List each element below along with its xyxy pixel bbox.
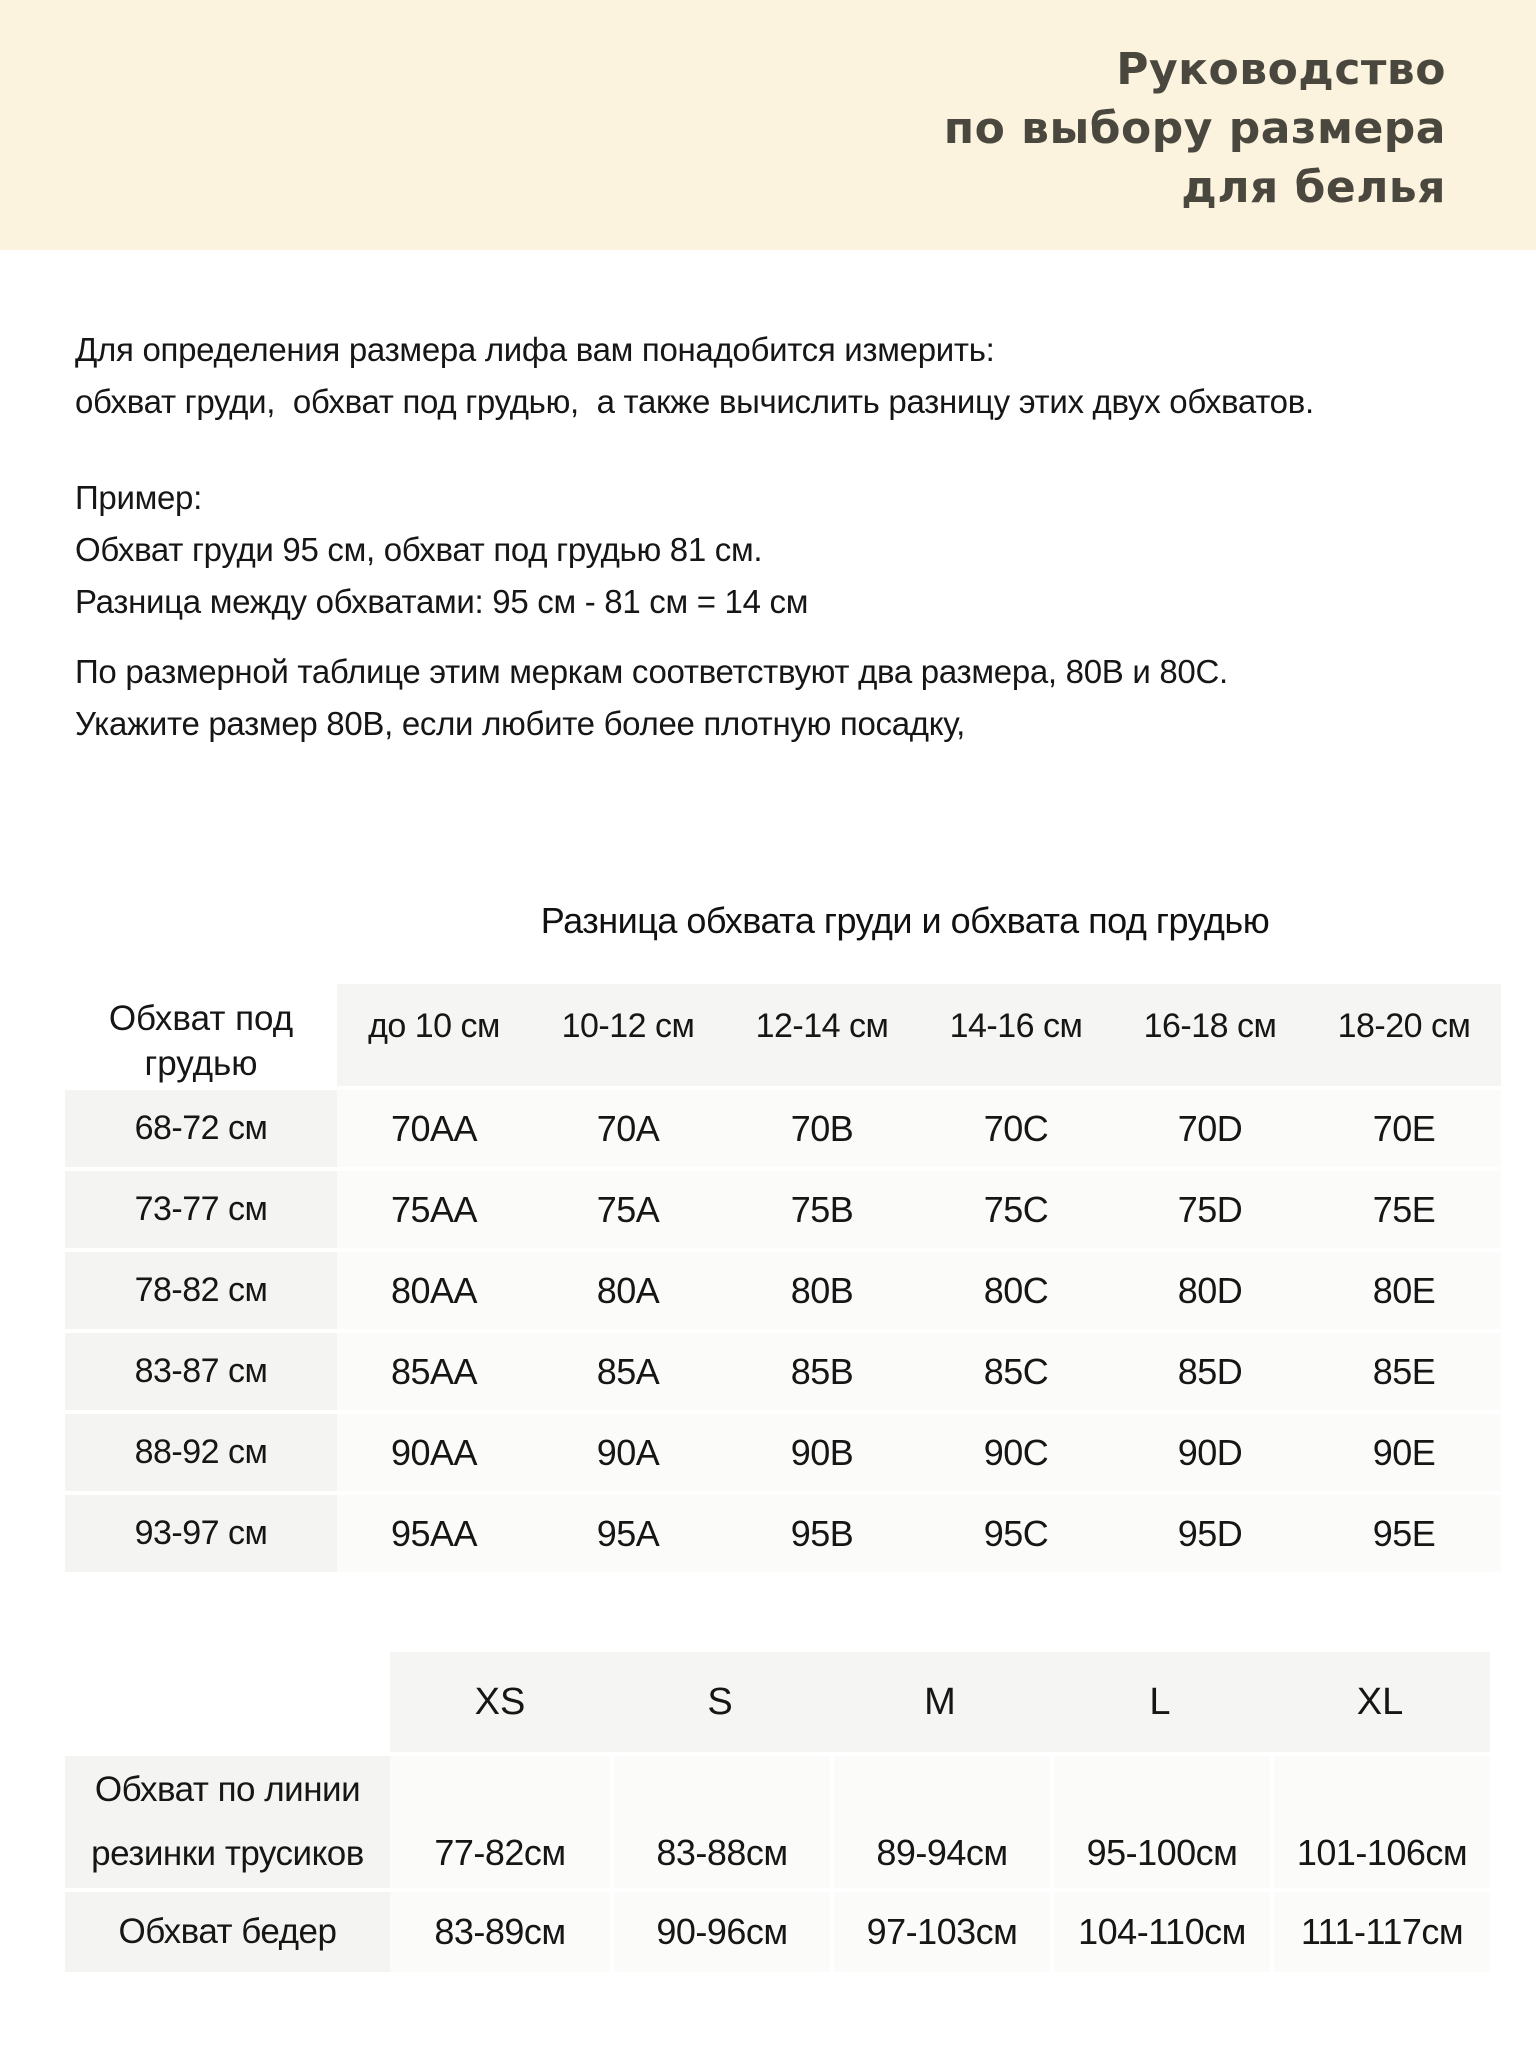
band-label: 88-92 см <box>65 1414 337 1491</box>
size-cell: 95AA <box>337 1495 531 1572</box>
column-header: 14-16 см <box>919 984 1113 1086</box>
panty-column-header: S <box>610 1652 830 1752</box>
row-label-line: Обхват по линии <box>94 1770 361 1809</box>
panty-column-header: XL <box>1270 1652 1490 1752</box>
corner-label-line: Обхват под <box>108 999 294 1038</box>
paragraph-line: Обхват груди 95 см, обхват под грудью 81 см. <box>75 531 763 568</box>
column-header: 10-12 см <box>531 984 725 1086</box>
size-cell: 75A <box>531 1171 725 1248</box>
value-cell: 101-106см <box>1270 1756 1490 1888</box>
band-label: 78-82 см <box>65 1252 337 1329</box>
paragraph-line: По размерной таблице этим меркам соответствуют два размера, 80B и 80C. <box>75 653 1228 690</box>
value-cell: 83-88см <box>610 1756 830 1888</box>
paragraph-line: обхват груди, обхват под грудью, а также вычислить разницу этих двух обхватов. <box>75 383 1314 420</box>
size-cell: 95C <box>919 1495 1113 1572</box>
size-cell: 85C <box>919 1333 1113 1410</box>
size-cell: 85B <box>725 1333 919 1410</box>
row-label-line: Обхват бедер <box>118 1912 337 1951</box>
corner-label-line: грудью <box>144 1044 258 1083</box>
size-cell: 70AA <box>337 1090 531 1167</box>
page-title-line: Руководство <box>1116 44 1446 95</box>
size-cell: 75AA <box>337 1171 531 1248</box>
page-title-line: для белья <box>1181 162 1446 213</box>
size-cell: 90C <box>919 1414 1113 1491</box>
size-cell: 90B <box>725 1414 919 1491</box>
example-paragraph <box>75 472 808 628</box>
size-cell: 90D <box>1113 1414 1307 1491</box>
value-cell: 111-117см <box>1270 1892 1490 1972</box>
column-header: 18-20 см <box>1307 984 1501 1086</box>
size-cell: 75D <box>1113 1171 1307 1248</box>
size-cell: 75B <box>725 1171 919 1248</box>
value-cell: 89-94см <box>830 1756 1050 1888</box>
size-cell: 85E <box>1307 1333 1501 1410</box>
value-cell: 77-82см <box>390 1756 610 1888</box>
size-cell: 90A <box>531 1414 725 1491</box>
size-cell: 85A <box>531 1333 725 1410</box>
size-cell: 80AA <box>337 1252 531 1329</box>
size-cell: 90AA <box>337 1414 531 1491</box>
size-cell: 75C <box>919 1171 1113 1248</box>
value-cell: 90-96см <box>610 1892 830 1972</box>
paragraph-line: Для определения размера лифа вам понадобится измерить: <box>75 331 995 368</box>
paragraph-line: Укажите размер 80B, если любите более плотную посадку, <box>75 705 966 742</box>
size-cell: 95A <box>531 1495 725 1572</box>
size-cell: 95D <box>1113 1495 1307 1572</box>
paragraph-line: Пример: <box>75 479 202 516</box>
band-label: 83-87 см <box>65 1333 337 1410</box>
size-cell: 75E <box>1307 1171 1501 1248</box>
corner-label <box>65 984 337 1086</box>
size-cell: 80C <box>919 1252 1113 1329</box>
size-cell: 80B <box>725 1252 919 1329</box>
size-cell: 70A <box>531 1090 725 1167</box>
measure-paragraph <box>75 324 1314 428</box>
panty-column-header: M <box>830 1652 1050 1752</box>
paragraph-line: Разница между обхватами: 95 см - 81 см = 14 см <box>75 583 809 620</box>
row-label-waist <box>65 1756 390 1888</box>
panty-column-header: L <box>1050 1652 1270 1752</box>
page-title-line: по выбору размера <box>943 103 1446 154</box>
column-header: 16-18 см <box>1113 984 1307 1086</box>
column-header: до 10 см <box>337 984 531 1086</box>
band-label: 68-72 см <box>65 1090 337 1167</box>
column-header: 12-14 см <box>725 984 919 1086</box>
header-banner <box>0 0 1536 250</box>
size-cell: 80A <box>531 1252 725 1329</box>
size-note-paragraph <box>75 646 1228 750</box>
row-label-line: резинки трусиков <box>91 1834 364 1873</box>
panty-column-header: XS <box>390 1652 610 1752</box>
value-cell: 95-100см <box>1050 1756 1270 1888</box>
bra-size-table <box>65 984 1501 1572</box>
size-cell: 70B <box>725 1090 919 1167</box>
row-label-hips <box>65 1892 390 1972</box>
band-label: 93-97 см <box>65 1495 337 1572</box>
size-cell: 80E <box>1307 1252 1501 1329</box>
size-cell: 70E <box>1307 1090 1501 1167</box>
size-cell: 95B <box>725 1495 919 1572</box>
size-cell: 70C <box>919 1090 1113 1167</box>
panty-table-corner-spacer <box>65 1652 390 1752</box>
size-cell: 85D <box>1113 1333 1307 1410</box>
page-title <box>944 40 1446 217</box>
value-cell: 83-89см <box>390 1892 610 1972</box>
panty-size-table <box>65 1652 1490 1972</box>
size-cell: 80D <box>1113 1252 1307 1329</box>
size-cell: 90E <box>1307 1414 1501 1491</box>
bra-table-title: Разница обхвата груди и обхвата под грудью <box>540 900 1270 941</box>
band-label: 73-77 см <box>65 1171 337 1248</box>
size-cell: 85AA <box>337 1333 531 1410</box>
size-cell: 70D <box>1113 1090 1307 1167</box>
size-cell: 95E <box>1307 1495 1501 1572</box>
value-cell: 97-103см <box>830 1892 1050 1972</box>
value-cell: 104-110см <box>1050 1892 1270 1972</box>
